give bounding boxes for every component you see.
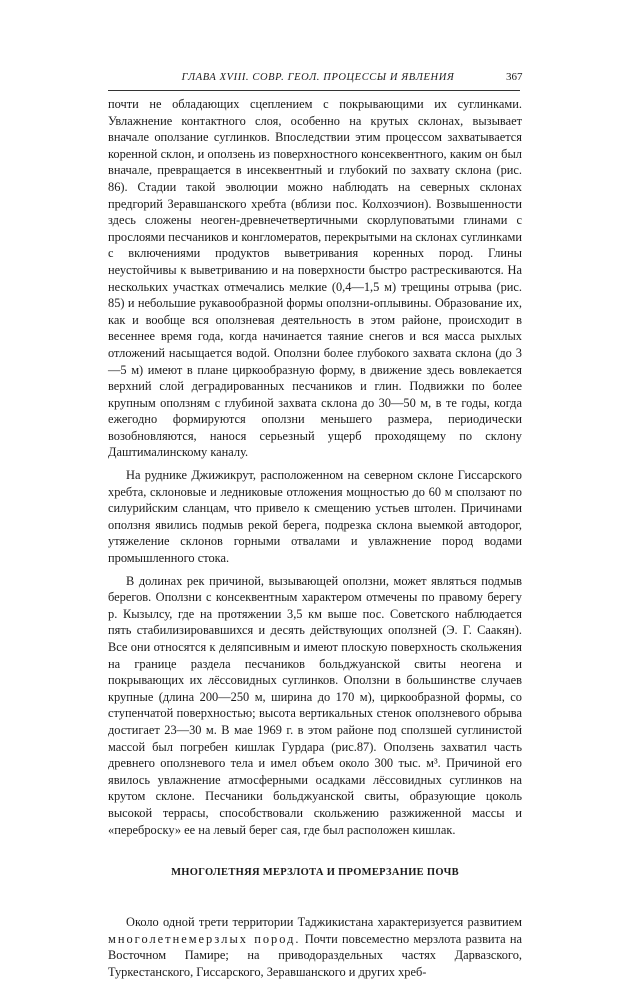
header-rule [108, 90, 520, 91]
paragraph-dzhizhikrut-mine: На руднике Джижикрут, расположенном на северном склоне Гиссарского хребта, склоновые и ледниковые отложения мощностью до 60 м сползают по силурийским сланцам, что привело к смещению устьев штолен. Причинами оползня явились подмыв рекой берега, подрезка склона выемкой автодорог, утяжеление склонов горными отвалами и увлажнение пород водами промышленного стока. [108, 468, 522, 566]
permafrost-intro-rest: Почти повсеместно мерзлота развита на Восточном Памире; на приводораздельных частях Дарвазского, Туркестанского, Гиссарского, Зеравшанского и других хреб- [108, 931, 522, 979]
paragraph-river-valleys: В долинах рек причиной, вызывающей оползни, может являться подмыв берегов. Оползни с консеквентным характером отмечены по правому берегу р. Кызылсу, где на протяжении 3,5 км выше пос. Советского наблюдается пять стабилизировавшихся и десять действующих оползней (Э. Г. Саакян). Все они относятся к деляпсивным и имеют плоскую поверхность скольжения на границе раздела песчаников больджуанской свиты неогена и покрывающих их лёссовидных суглинков. Оползни в большинстве случаев крупные (длина 200—250 м, ширина до 170 м), циркообразной формы, со ступенчатой поверхностью; высота вертикальных стенок оползневого обрыва достигает 23—30 м. В мае 1969 г. в этом районе под сползшей суглинистой массой был погребен кишлак Гурдара (рис.87). Оползень захватил часть древнего оползневого тела и имел объем около 300 тыс. м³. Причиной его явилось увлажнение атмосферными осадками лёссовидных суглинков на крутом склоне. Песчаники больджуанской свиты, образующие цоколь высокой террасы, способствовали скольжению разжиженной массы и «переброску» ее на левый берег сая, где был расположен кишлак. [108, 573, 522, 837]
body-text [108, 96, 522, 981]
page-number: 367 [506, 71, 523, 83]
paragraph-permafrost-intro [108, 914, 522, 980]
running-head: ГЛАВА XVIII. СОВР. ГЕОЛ. ПРОЦЕССЫ И ЯВЛЕНИЯ [181, 72, 455, 83]
paragraph-landslide-evolution: почти не обладающих сцеплением с покрывающими их суглинками. Увлажнение контактного слоя, особенно на крутых склонах, вызывает вначале оползание суглинков. Впоследствии этим процессом захватывается коренной склон, и оползень из поверхностного консеквентного, каким он был вначале, превращается в инсеквентный и глубокий по захвату склона (рис. 86). Стадии такой эволюции можно наблюдать на северных склонах предгорий Зеравшанского хребта (вблизи пос. Колхозчион). Возвышенности здесь сложены неоген-древнечетвертичными скорлуповатыми глинами с прослоями песчаников и конгломератов, перекрытыми на склонах суглинками с включениями продуктов выветривания коренных пород. Глины неустойчивы к выветриванию и на поверхности быстро растрескиваются. На нескольких участках отмечались мелкие (0,4—1,5 м) трещины отрыва (рис. 85) и небольшие рукавообразной формы оползни-оплывины. Образование их, как и вообще вся оползневая деятельность в этом районе, происходит в весеннее время года, когда начинается таяние снегов и вся масса рыхлых отложений насыщается водой. Оползни более глубокого захвата склона (до 3—5 м) имеют в плане циркообразную форму, в движение здесь вовлекается верхний слой деградированных песчаников и глин. Подвижки по более крупным оползням с глубиной захвата склона до 30—50 м, в те годы, когда ежегодно формируются оползни меньшего размера, периодически возобновляются, нанося серьезный ущерб проходящему по склону Даштималинскому каналу. [108, 97, 522, 460]
spaced-term: многолетнемерзлых пород. [108, 931, 301, 946]
permafrost-intro-start: Около одной трети территории Таджикистана характеризуется развитием [126, 915, 522, 930]
section-heading: МНОГОЛЕТНЯЯ МЕРЗЛОТА И ПРОМЕРЗАНИЕ ПОЧВ [171, 867, 459, 879]
